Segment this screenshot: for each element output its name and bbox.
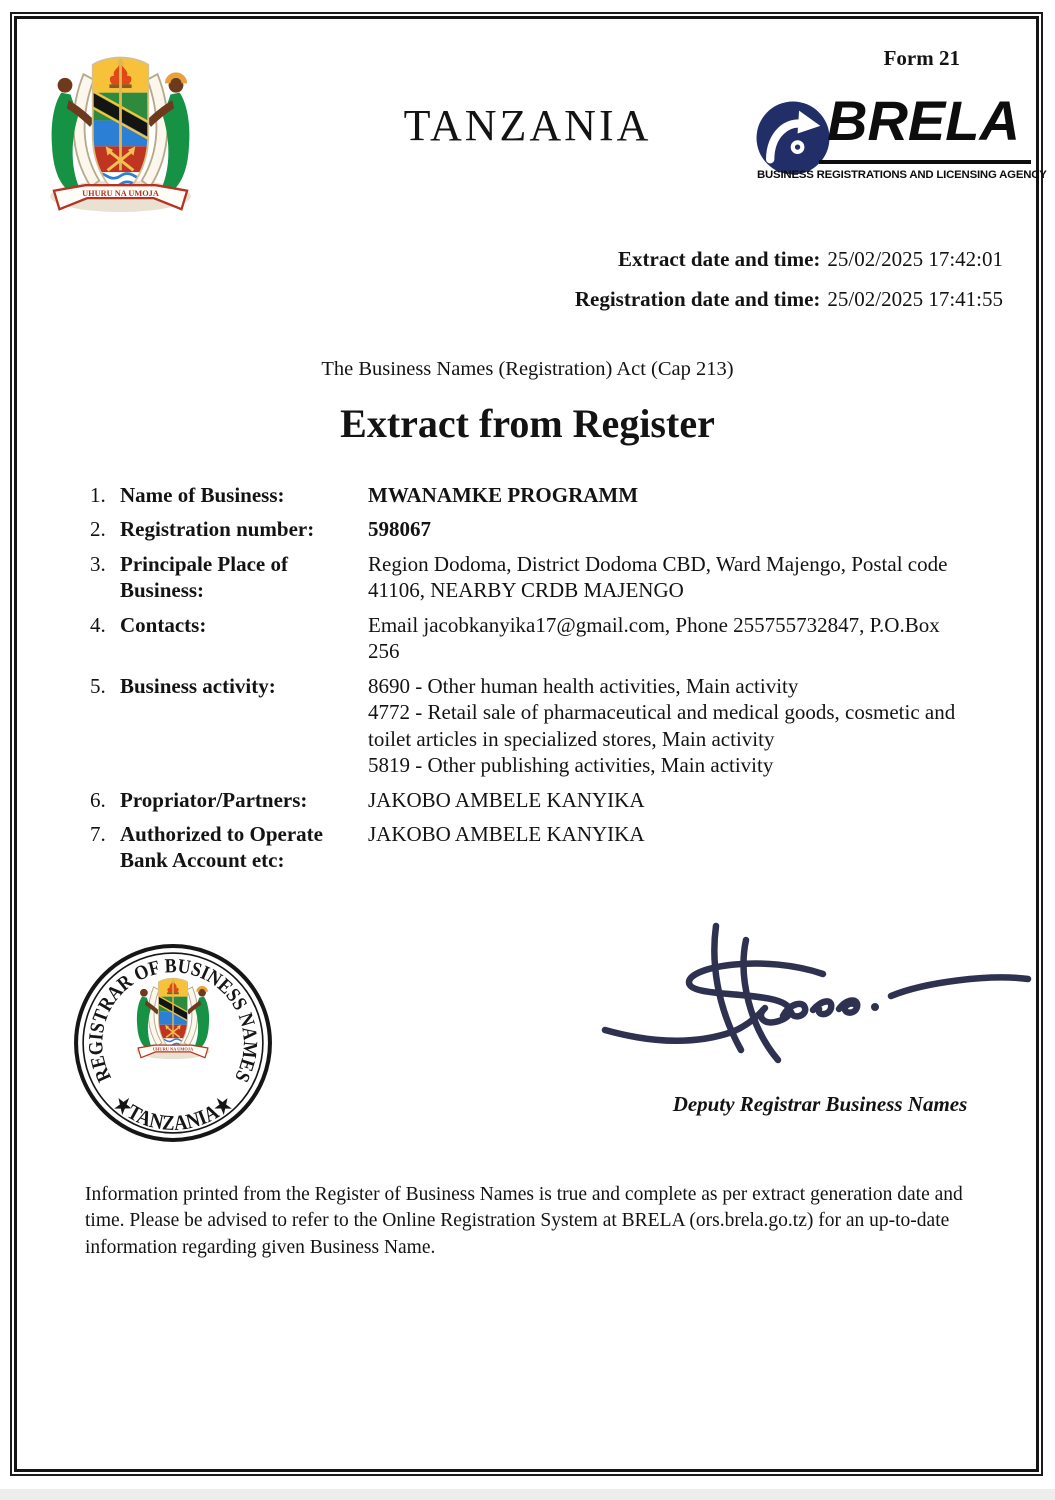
field-label-principal-place: Principale Place of Business: bbox=[120, 551, 288, 603]
field-value-authorized-bank: JAKOBO AMBELE KANYIKA bbox=[368, 821, 645, 846]
registration-date-value: 25/02/2025 17:41:55 bbox=[827, 286, 1003, 311]
footer-disclaimer: Information printed from the Register of Business Names is true and complete as per extract generation date and time. Please be advised to refer to the Online Registration System at BRELA (ors.brela.go.tz) for an up-to-date information regarding given Business Name. bbox=[85, 1184, 963, 1258]
field-value-name-of-business: MWANAMKE PROGRAMM bbox=[368, 483, 639, 507]
field-value-proprietor: JAKOBO AMBELE KANYIKA bbox=[368, 787, 645, 812]
register-fields bbox=[90, 482, 998, 874]
brela-tagline: BUSINESS REGISTRATIONS AND LICENSING AGENCY bbox=[757, 169, 1047, 181]
field-number: 2. bbox=[90, 517, 106, 542]
stamp-arc-bottom-text: ★TANZANIA★ bbox=[109, 1089, 239, 1136]
registrar-signature bbox=[595, 912, 1035, 1072]
field-label-contacts: Contacts: bbox=[120, 612, 207, 637]
field-label-registration-number: Registration number: bbox=[120, 517, 315, 542]
field-label-proprietor: Propriator/Partners: bbox=[120, 787, 308, 812]
field-number: 5. bbox=[90, 673, 106, 698]
registration-date-label: Registration date and time: bbox=[574, 286, 821, 311]
brela-swoosh-icon bbox=[755, 100, 831, 176]
scan-bottom-strip bbox=[0, 1489, 1055, 1500]
extract-date-label: Extract date and time: bbox=[618, 247, 821, 271]
field-value-contacts: Email jacobkanyika17@gmail.com, Phone 255755732847, P.O.Box 256 bbox=[368, 612, 940, 664]
act-reference: The Business Names (Registration) Act (Cap 213) bbox=[321, 358, 734, 380]
form-number: Form 21 bbox=[883, 46, 960, 70]
field-label-name-of-business: Name of Business: bbox=[120, 483, 285, 507]
page-title: Extract from Register bbox=[340, 401, 715, 446]
field-label-authorized-bank: Authorized to Operate Bank Account etc: bbox=[120, 821, 323, 873]
stamp-arc-top-text: REGISTRAR OF BUSINESS NAMES bbox=[84, 955, 262, 1087]
field-value-principal-place: Region Dodoma, District Dodoma CBD, Ward Majengo, Postal code 41106, NEARBY CRDB MAJENGO bbox=[368, 551, 948, 603]
signatory-title: Deputy Registrar Business Names bbox=[672, 1092, 968, 1116]
extract-date-row bbox=[575, 240, 1003, 280]
extract-date-value: 25/02/2025 17:42:01 bbox=[827, 247, 1003, 271]
field-number: 6. bbox=[90, 787, 106, 812]
field-label-business-activity: Business activity: bbox=[120, 673, 276, 698]
registrar-stamp bbox=[72, 942, 274, 1144]
field-number: 1. bbox=[90, 483, 106, 507]
field-value-registration-number: 598067 bbox=[368, 517, 431, 542]
dates-block bbox=[575, 240, 1003, 320]
field-number: 7. bbox=[90, 821, 106, 846]
brela-underline bbox=[819, 160, 1031, 164]
brela-logo bbox=[755, 89, 1047, 188]
country-title: TANZANIA bbox=[403, 101, 652, 150]
brela-wordmark: BRELA bbox=[827, 89, 1020, 152]
field-number: 4. bbox=[90, 612, 106, 637]
field-value-business-activity: 8690 - Other human health activities, Main activity 4772 - Retail sale of pharmaceutical and medical goods, cosmetic and toilet articles in specialized stores, Main activity 5819 - Other publishing activities, Main activity bbox=[368, 673, 956, 778]
registration-date-row bbox=[575, 280, 1003, 320]
field-number: 3. bbox=[90, 551, 106, 576]
